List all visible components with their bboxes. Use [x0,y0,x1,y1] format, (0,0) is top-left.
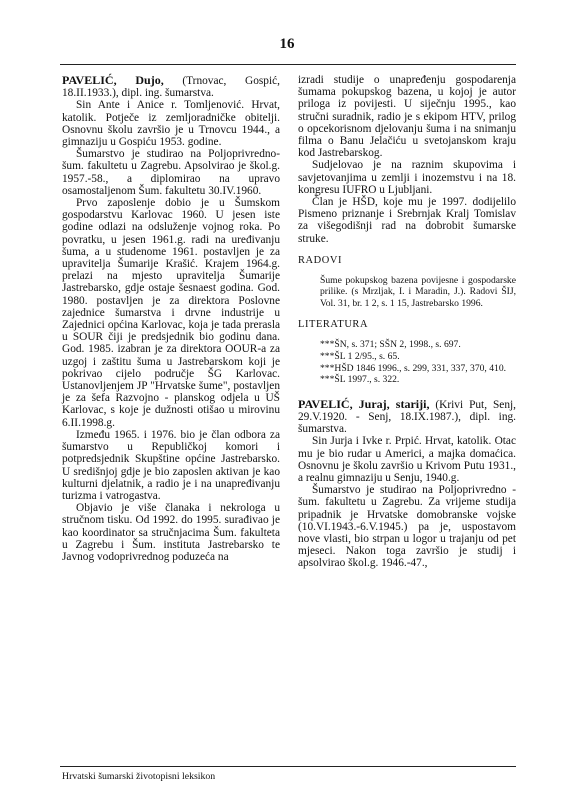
literatura-heading: LITERATURA [298,319,369,331]
left-column [62,74,280,563]
footer-title: Hrvatski šumarski životopisni leksikon [62,771,216,782]
entry-juraj-paragraph-1: Sin Jurja i Ivke r. Prpić. Hrvat, katolik. Otac mu je bio rudar u Americi, a majka domaćica. Osnovnu je školu završio u Krivom Putu 1931., a realnu gimnaziju u Senju, 1940.g. [298,435,516,485]
entry-dujo-paragraph-6: izradi studije o unapređenju gospodarenja šumama pokupskog bazena, u kojoj je autor priloga iz povijesti. U siječnju 1995., kao stručni suradnik, radio je s ekipom HTV, prilog o opcekorisnom djelovanju šuma i na snimanju filma o Banu Jelačiću u svetojanskom kraju kod Jastrebarskog. [298,74,516,160]
header-rule [60,64,516,65]
entry-juraj-paragraph-2: Šumarstvo je studirao na Poljoprivredno - šum. fakultetu u Zagrebu. Za vrijeme studija pripadnik je Hrvatske domobranske vojske (10.VI.1943.-6.V.1945.) pa je, uspostavom nove vlasti, bio strpan u logor u trajanju od pet mjeseci. Nakon toga završio je studij i apsolvirao škol.g. 1946.-47., [298,484,516,570]
right-column [298,74,516,570]
entry-dujo-intro: (Trnovac, Gospić, 18.II.1933.), dipl. ing. šumarstva. [62,75,280,100]
footer-rule [60,766,516,767]
entry-dujo-paragraph-1: Sin Ante i Anice r. Tomljenović. Hrvat, katolik. Potječe iz zemljoradničke obitelji. Osnovnu školu završio je u Trnovcu 1944., a gimnaziju u Gospiću 1953. godine. [62,99,280,149]
entry-dujo-paragraph-2: Šumarstvo je studirao na Poljoprivredno-šum. fakultetu u Zagrebu. Apsolvirao je škol.g. 1957.-58., a diplomirao na upravo osamostaljenom Šum. fakultetu 30.IV.1960. [62,148,280,197]
entry-dujo-paragraph-3: Prvo zaposlenje dobio je u Šumskom gospodarstvu Karlovac 1960. U jesen iste godine odlazi na odsluženje vojnog roka. Po povratku, u jesen 1961.g. radi na uređivanju šuma, a u studenome 1961. postavljen je za upravitelja Šumarije Krašić. Krajem 1964.g. prelazi na mjesto upravitelja Šumarije Jastrebarsko, gdje ostaje šesnaest godina. God. 1980. postavljen je za direktora Poslovne zajednice šumarstva i drvne industrije u Zajednici općina Karlovac, koja je tada prerasla u SOUR čiji je predsjednik bio godinu dana. God. 1985. izabran je za direktora OOUR-a za uzgoj i zaštitu šuma u Jastrebarskom koji je pokrivao cijelo područje ŠG Karlovac. Ustanovljenjem JP "Hrvatske šume", postavljen je za šefa Razvojno - planskog odjela u UŠ Karlovac, s koje je dužnosti otišao u mirovinu 6.II.1998.g. [62,197,280,429]
page-number: 16 [279,36,295,52]
entry-dujo-heading [62,74,280,99]
entry-juraj-intro: (Krivi Put, Senj, 29.V.1920. - Senj, 18.IX.1987.), dipl. ing. šumarstva. [298,398,516,436]
entry-dujo-paragraph-7: Sudjelovao je na raznim skupovima i savjetovanjima u zemlji i inozemstvu i na 18. kongresu IUFRO u Ljubljani. [298,159,516,196]
entry-dujo-paragraph-5: Objavio je više članaka i nekrologa u stručnom tisku. Od 1992. do 1995. surađivao je kao koordinator sa stručnjacima Šum. fakulteta u Zagrebu i Šum. instituta Jastrebarsko te Javnog vodoprivrednog poduzeća na [62,502,280,563]
literatura-item: ***ŠN, s. 371; SŠN 2, 1998., s. 697. [320,339,461,351]
literatura-item: ***ŠL 1 2/95., s. 65. [320,351,400,363]
entry-dujo-paragraph-4: Između 1965. i 1976. bio je član odbora za šumarstvo u Republičkoj komori i potpredsjednik Skupštine općine Jastrebarsko. U središnjoj gdje je bio zaposlen aktivan je kao kulturni djelatnik, a radio je i na unapređivanju turizma i vatrogastva. [62,428,280,502]
radovi-item: Šume pokupskog bazena povijesne i gospodarske prilike. (s Mrzljak, I. i Maradin, J.). Radovi ŠIJ, Vol. 31, br. 1 2, s. 1 15, Jastrebarsko 1996. [320,275,516,309]
literatura-item: ***ŠL 1997., s. 322. [320,374,400,386]
radovi-heading: RADOVI [298,254,343,266]
entry-juraj-headword: PAVELIĆ, Juraj, stariji, [298,396,430,411]
entry-dujo-paragraph-8: Član je HŠD, koje mu je 1997. dodijelilo Pismeno priznanje i Srebrnjak Kralj Tomislav za višegodišnji rad na dobrobit šumarske struke. [298,196,516,245]
entry-juraj-heading [298,398,516,436]
literatura-item: ***HŠD 1846 1996., s. 299, 331, 337, 370, 410. [320,362,507,374]
entry-dujo-headword: PAVELIĆ, Dujo, [62,73,164,87]
